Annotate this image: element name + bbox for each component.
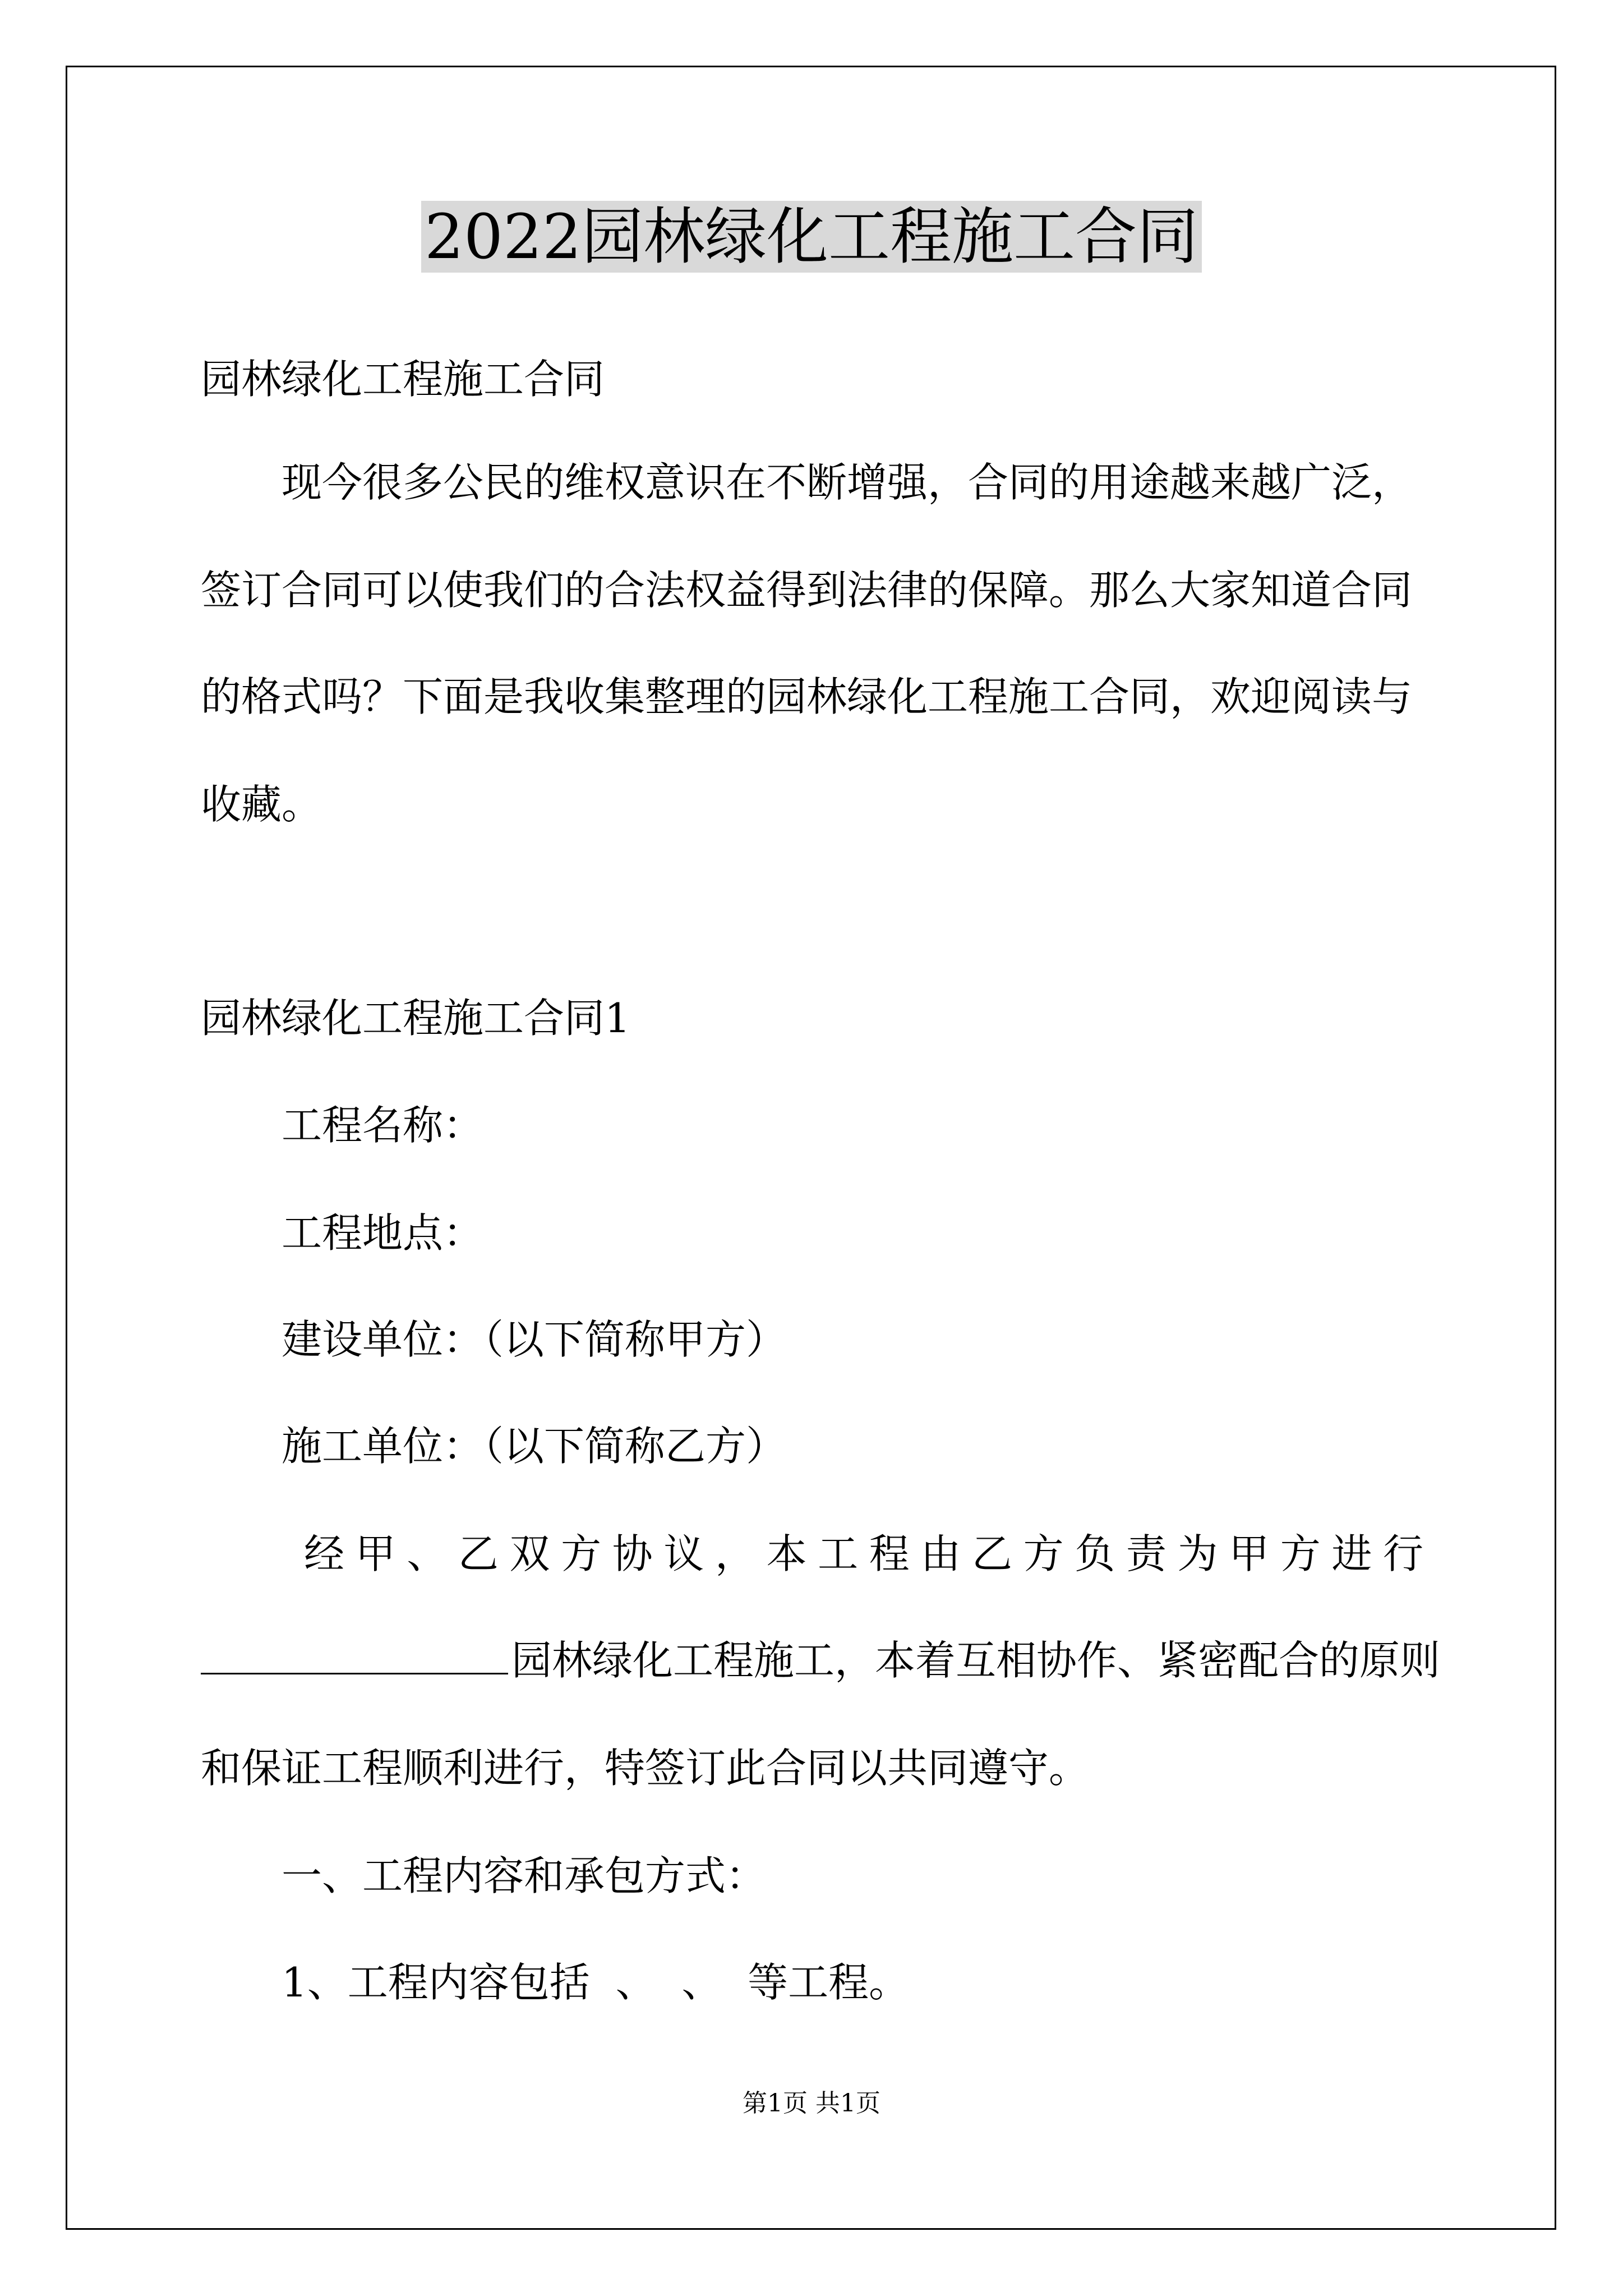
intro-line-2: 签订合同可以使我们的合法权益得到法律的保障。那么大家知道合同 [201, 567, 1413, 614]
field-construction-unit: 建设单位：（以下简称甲方） [282, 1316, 787, 1363]
clause-item-1: 1、工程内容包括 、 、 等工程。 [282, 1959, 910, 2006]
document-subtitle: 园林绿化工程施工合同 [201, 356, 605, 403]
intro-line-4: 收藏。 [201, 781, 322, 828]
intro-line-1: 现今很多公民的维权意识在不断增强，合同的用途越来越广泛， [282, 459, 1413, 506]
field-project-location: 工程地点： [282, 1209, 484, 1257]
field-builder-unit: 施工单位：（以下简称乙方） [282, 1423, 787, 1470]
page-footer: 第1页 共1页 [743, 2089, 880, 2118]
field-project-name: 工程名称： [282, 1102, 484, 1149]
section-heading: 园林绿化工程施工合同1 [201, 995, 630, 1042]
agreement-line-3: 和保证工程顺利进行，特签订此合同以共同遵守。 [201, 1745, 1090, 1792]
agreement-line-2-text: 园林绿化工程施工，本着互相协作、紧密配合的原则 [511, 1637, 1441, 1684]
clause-heading: 一、工程内容和承包方式： [282, 1852, 767, 1899]
blank-underline [201, 1634, 508, 1674]
intro-line-3: 的格式吗？下面是我收集整理的园林绿化工程施工合同，欢迎阅读与 [201, 673, 1413, 720]
document-title-text: 2022园林绿化工程施工合同 [421, 201, 1202, 273]
agreement-line-1: 经甲、乙双方协议，本工程由乙方负责为甲方进行 [304, 1530, 1423, 1577]
document-title [0, 197, 1623, 276]
agreement-line-2 [201, 1634, 1440, 1687]
